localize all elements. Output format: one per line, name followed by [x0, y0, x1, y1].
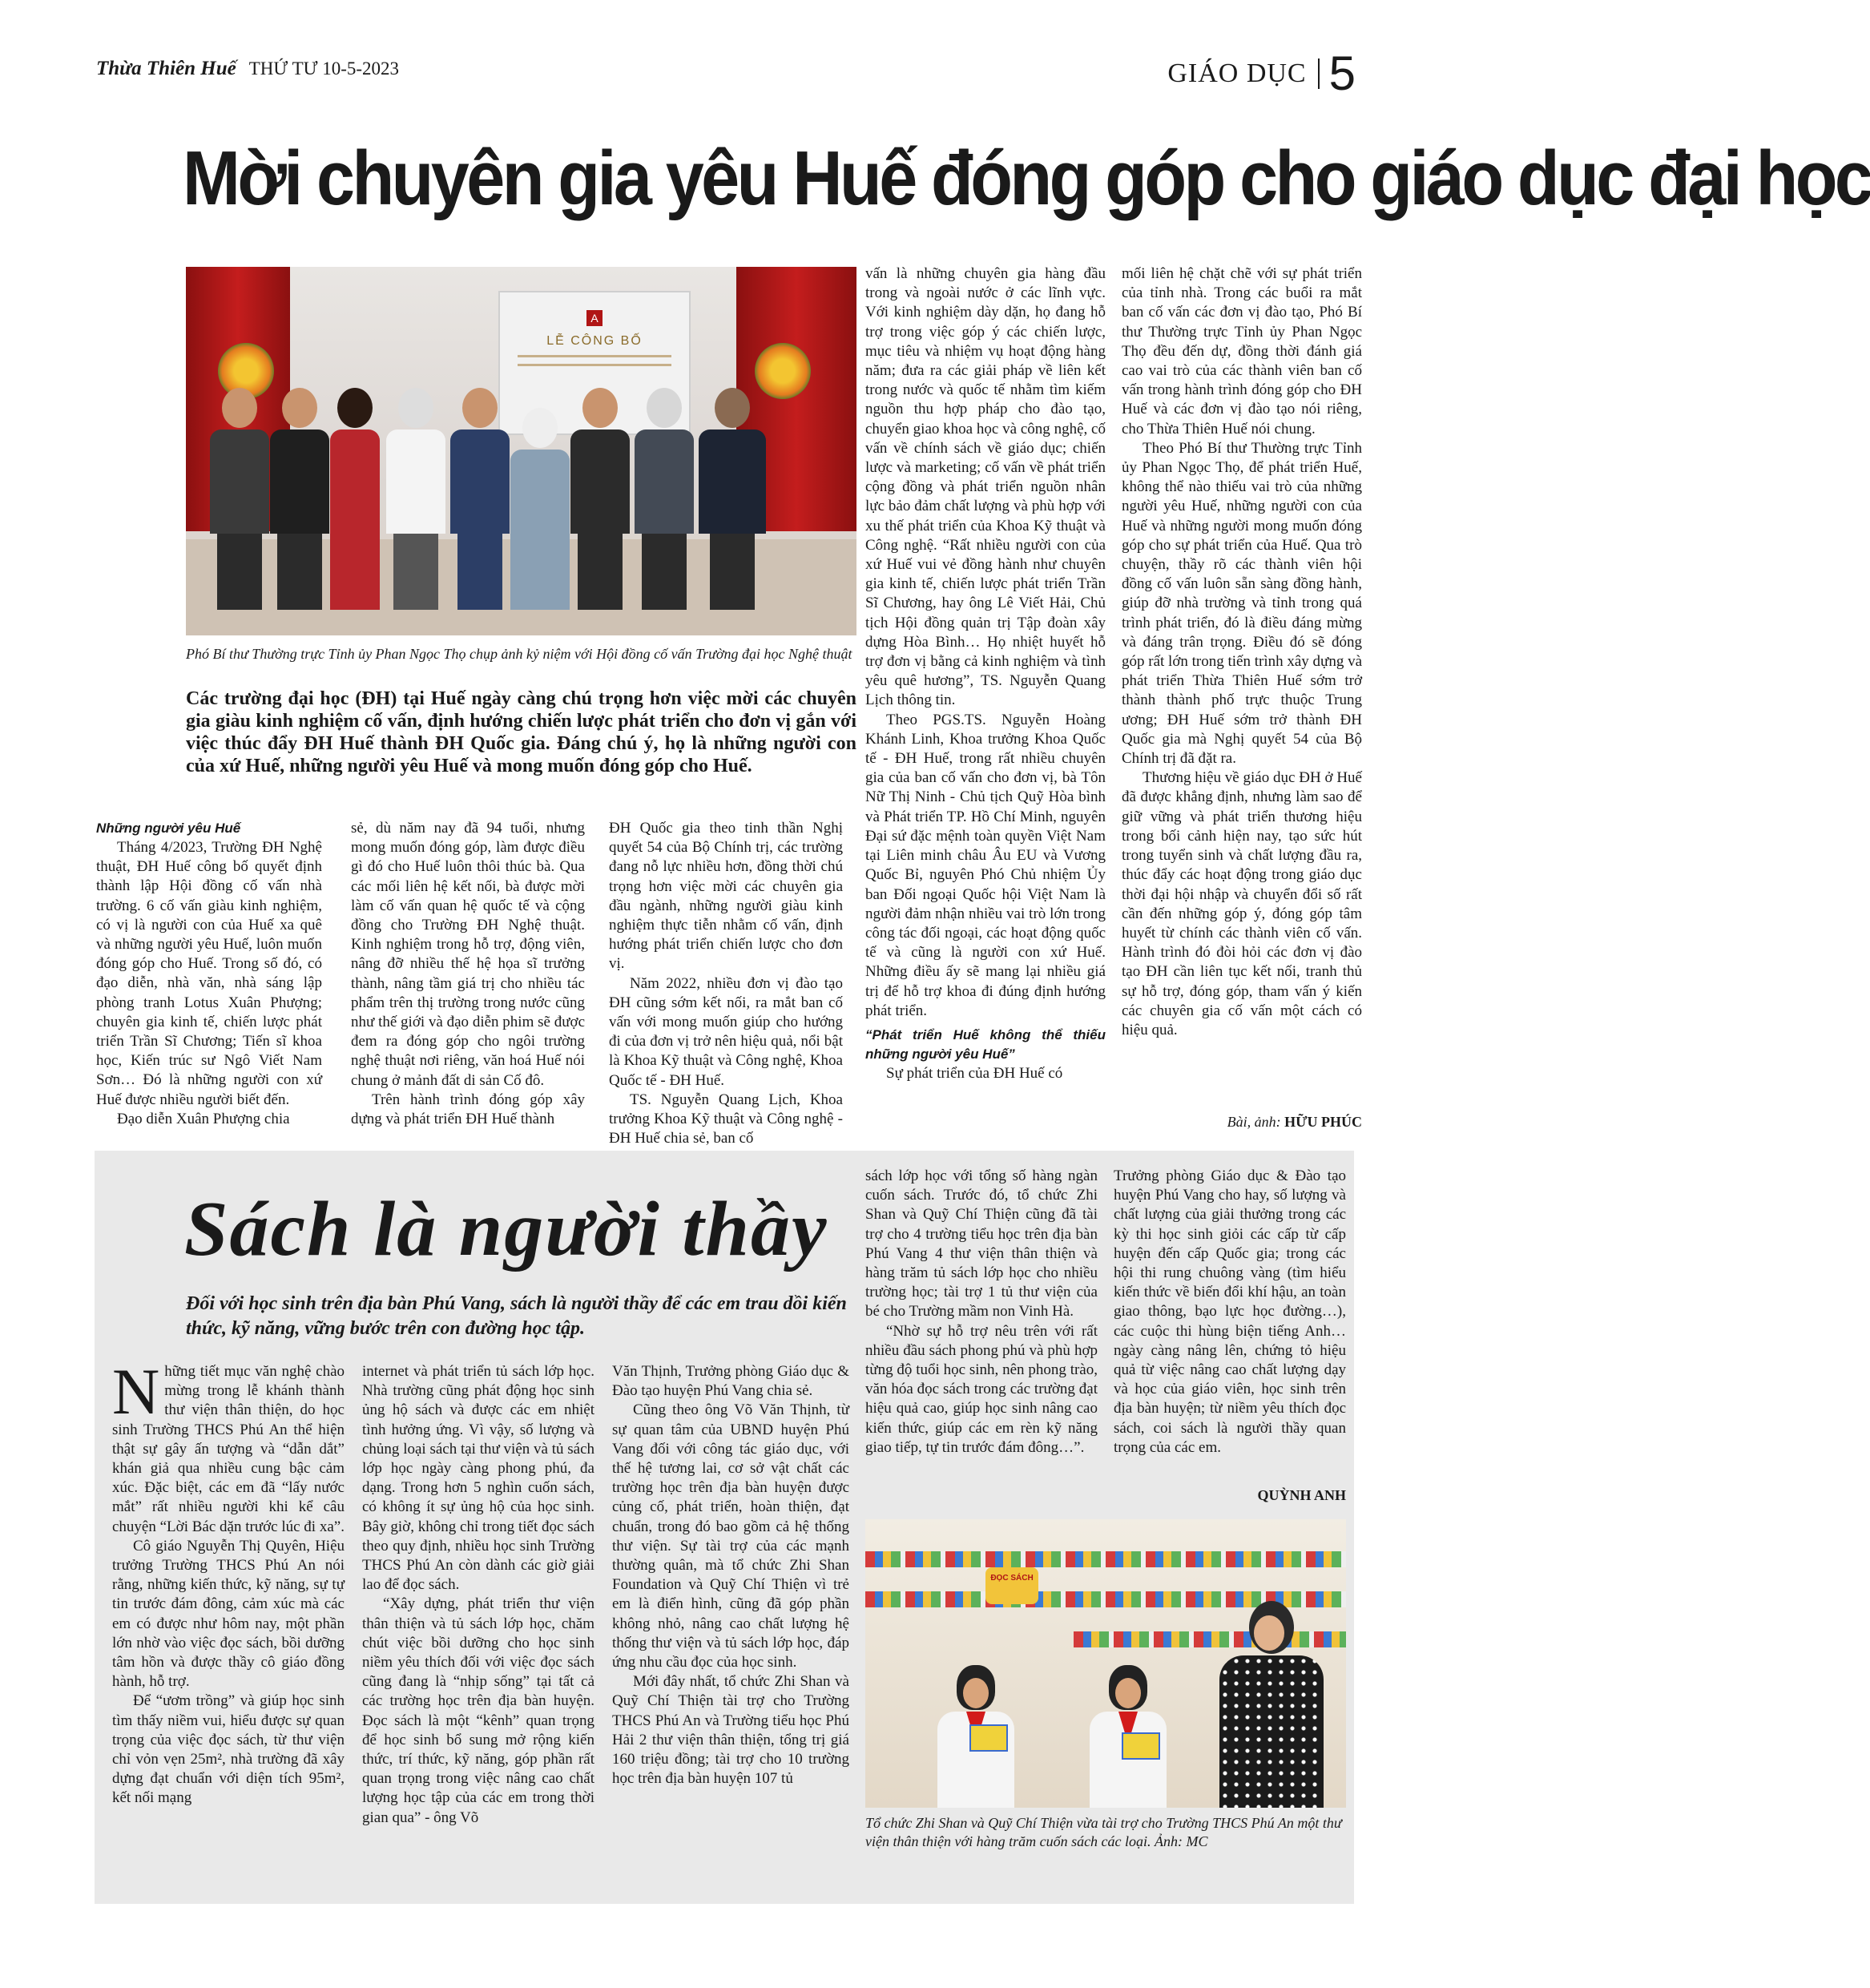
- article2-byline: QUỲNH ANH: [1257, 1487, 1346, 1503]
- section-name: GIÁO DỤC: [1167, 58, 1319, 89]
- poster-sticker: ĐỌC SÁCH: [985, 1567, 1038, 1604]
- article1-byline: [1122, 1114, 1362, 1131]
- article1-column-4: [865, 264, 1106, 1083]
- paragraph: Mới đây nhất, tổ chức Zhi Shan và Quỹ Chí Thiện tài trợ cho Trường THCS Phú An và Trường tiểu học Phú Hải 2 thư viện thân thiện, tổng trị giá 160 triệu đồng; tài trợ cho 10 trường học trên địa bàn huyện 107 tủ: [612, 1673, 849, 1788]
- paragraph: [112, 1355, 345, 1537]
- paragraph: Cô giáo Nguyễn Thị Quyên, Hiệu trưởng Trường THCS Phú An nói rằng, những kiến thức, kỹ năng, sự tự tin trước đám đông, cảm xúc mà các em có được như hôm nay, một phần lớn nhờ vào việc đọc sách, bồi dưỡng tâm hồn và được thầy cô giáo đồng hành, hỗ trợ.: [112, 1537, 345, 1691]
- article1-column-2: [351, 819, 585, 1129]
- paragraph-text: hững tiết mục văn nghệ chào mừng trong lễ khánh thành thư viện thân thiện, do học sinh Trường THCS Phú An thể hiện thật sự gây ấn tượng và “dẫn dắt” khán giả qua nhiều cung bậc cảm xúc. Đặc biệt, các em đã “lấy nước mắt” rất nhiều người khi kể câu chuyện “Lời Bác dặn trước lúc đi xa”.: [112, 1363, 345, 1535]
- book-icon: [969, 1724, 1008, 1752]
- masthead: [96, 58, 399, 80]
- paragraph: sách lớp học với tổng số hàng ngàn cuốn sách. Trước đó, tổ chức Zhi Shan và Quỹ Chí Thiện cũng đã tài trợ cho 4 trường tiểu học trên địa bàn Phú Vang 4 thư viện thân thiện và hàng trăm tủ sách lớp học cho nhiều trường học; tài trợ 1 tủ thư viện của bé cho Trường mầm non Vinh Hà.: [865, 1167, 1098, 1321]
- person-figure: [699, 388, 766, 610]
- person-figure: [270, 388, 329, 610]
- person-figure: [570, 388, 630, 610]
- section-header: [1167, 46, 1356, 100]
- paragraph: vấn là những chuyên gia hàng đầu trong và ngoài nước ở các lĩnh vực. Với kinh nghiệm dày dặn, họ đang hỗ trợ trong việc góp ý các chiến lược, mục tiêu và nhiệm vụ hoạt động hàng năm; đưa ra các giải pháp về liên kết trong nước và quốc tế nhằm tìm kiếm nguồn thu hợp pháp cho đào tạo, chuyển giao khoa học và công nghệ, cố vấn về chính sách về giáo dục; chiến lược và marketing; cố vấn về phát triển cộng đồng và phát triển nguồn nhân lực bảo đảm chất lượng và phù hợp với xu thế phát triển của Khoa Kỹ thuật và Công nghệ. “Rất nhiều người con của xứ Huế vui vẻ đồng hành như chuyên gia kinh tế, chiến lược phát triển Trần Sĩ Chương, hay ông Lê Viết Hải, Chủ tịch Hội đồng quản trị Tập đoàn xây dựng Hòa Bình… Họ nhiệt huyết hỗ trợ đơn vị bằng cả kinh nghiệm và tình yêu quê hương”, TS. Nguyễn Quang Lịch thông tin.: [865, 265, 1106, 709]
- paragraph: Theo PGS.TS. Nguyễn Hoàng Khánh Linh, Khoa trưởng Khoa Quốc tế - ĐH Huế, trong rất nhiều chuyên gia của ban cố vấn cho đơn vị, bà Tôn Nữ Thị Ninh - Chủ tịch Quỹ Hòa bình và Phát triển TP. Hồ Chí Minh, nguyên Đại sứ đặc mệnh toàn quyền Việt Nam tại Liên minh châu Âu EU và Vương Quốc Bỉ, nguyên Phó Chủ nhiệm Ủy ban Đối ngoại Quốc hội Việt Nam là người đảm nhận nhiều vai trò lớn trong công tác đối ngoại, các hoạt động quốc tế và cũng là người con xứ Huế. Những điều ấy sẽ mang lại nhiều giá trị để hỗ trợ khoa đi đúng định hướng phát triển.: [865, 711, 1106, 1019]
- article1-lead: Các trường đại học (ĐH) tại Huế ngày càng chú trọng hơn việc mời các chuyên gia giàu kinh nghiệm cố vấn, định hướng chiến lược phát triển cho đơn vị gắn với việc thúc đẩy ĐH Huế thành ĐH Quốc gia. Đáng chú ý, họ là những người con của xứ Huế, những người yêu Huế và mong muốn đóng góp cho Huế.: [186, 688, 856, 776]
- article1-subhead-1: Những người yêu Huế: [96, 821, 241, 836]
- paragraph: Trên hành trình đóng góp xây dựng và phát triển ĐH Huế thành: [351, 1091, 585, 1128]
- byline-label: Bài, ảnh:: [1227, 1114, 1281, 1130]
- person-figure: [330, 388, 380, 610]
- paragraph: Tháng 4/2023, Trường ĐH Nghệ thuật, ĐH Huế công bố quyết định thành lập Hội đồng cố vấn nhà trường. 6 cố vấn giàu kinh nghiệm, có vị là người con của Huế xa quê và những người yêu Huế, luôn muốn đóng góp cho Huế. Trong số đó, có đạo diễn, nhà văn, nhà sáng lập phòng tranh Lotus Xuân Phượng; chuyên gia kinh tế, chiến lược phát triển Trần Sĩ Chương; Tiến sĩ khoa học, Kiến trúc sư Ngô Viết Nam Sơn… Đó là những người con xứ Huế được nhiều người biết đến.: [96, 839, 322, 1108]
- article2-photo-caption: Tổ chức Zhi Shan và Quỹ Chí Thiện vừa tài trợ cho Trường THCS Phú An một thư viện thân thiện với hàng trăm cuốn sách các loại. Ảnh: MC: [865, 1815, 1342, 1849]
- paragraph: “Xây dựng, phát triển thư viện thân thiện và tủ sách lớp học, chăm chút việc bồi dưỡng cho học sinh niềm yêu thích đối với việc đọc sách cũng đang là “nhịp sống” tại tất cả các trường học trên địa bàn huyện. Đọc sách là một “kênh” quan trọng để học sinh bổ sung mở rộng kiến thức, trí thức, kỹ năng, góp phần rất quan trọng trong việc nâng cao chất lượng học tập của các em trong thời gian qua” - ông Võ: [362, 1595, 594, 1826]
- article1-subhead-2: “Phát triển Huế không thể thiếu những người yêu Huế”: [865, 1026, 1106, 1062]
- drop-cap: N: [112, 1355, 160, 1428]
- book-icon: [1122, 1732, 1160, 1760]
- person-figure: [210, 388, 269, 610]
- article2-column-1: [112, 1355, 345, 1809]
- paragraph: TS. Nguyễn Quang Lịch, Khoa trưởng Khoa Kỹ thuật và Công nghệ - ĐH Huế chia sẻ, ban cố: [609, 1091, 843, 1147]
- person-figure: [510, 408, 570, 610]
- paragraph: Theo Phó Bí thư Thường trực Tỉnh ủy Phan Ngọc Thọ, để phát triển Huế, không thể nào thiếu vai trò của những người yêu Huế, những người con của Huế và những người mong muốn đóng góp cho sự phát triển của Huế. Qua trò chuyện, thầy rõ các thành viên hội đồng cố vấn luôn sẵn sàng đồng hành, giúp đỡ nhà trường và tỉnh trong quá trình phát triển, đó là điều đáng mừng và đáng trân trọng. Điều đó sẽ đóng góp rất lớn trong tiến trình xây dựng và phát triển Thừa Thiên Huế sớm trở thành thành phố trực thuộc Trung ương; ĐH Huế sớm trở thành ĐH Quốc gia mà Nghị quyết 54 của Bộ Chính trị đã đặt ra.: [1122, 439, 1363, 768]
- article1-column-1: [96, 819, 322, 1129]
- paragraph: ĐH Quốc gia theo tinh thần Nghị quyết 54 của Bộ Chính trị, các trường đang nỗ lực nhiều hơn, đồng thời chú trọng hơn việc mời các chuyên gia đầu ngành, những người giàu kinh nghiệm thực tiễn nhằm cố vấn, định hướng phát triển chiến lược cho đơn vị.: [609, 820, 843, 973]
- teacher-figure: [1219, 1601, 1324, 1808]
- university-logo-icon: A: [586, 310, 603, 326]
- article1-photo-caption: Phó Bí thư Thường trực Tỉnh ủy Phan Ngọc Thọ chụp ảnh kỷ niệm với Hội đồng cố vấn Trường đại học Nghệ thuật: [186, 646, 852, 662]
- paragraph: Cũng theo ông Võ Văn Thịnh, từ sự quan tâm của UBND huyện Phú Vang đối với công tác giáo dục, với thế hệ tương lai, cơ sở vật chất các trường học trên địa bàn huyện được củng cố, phát triển, hoàn thiện, đạt chuẩn, trong đó bao gồm cả hệ thống thư viện. Sự tài trợ của các mạnh thường quân, mà tổ chức Zhi Shan Foundation và Quỹ Chí Thiện vì trẻ em là điển hình, cũng đã góp phần không nhỏ, nâng cao chất lượng hệ thống thư viện và tủ sách lớp học, đáp ứng nhu cầu đọc của học sinh.: [612, 1401, 849, 1671]
- paragraph: Trưởng phòng Giáo dục & Đào tạo huyện Phú Vang cho hay, số lượng và chất lượng của giải thưởng trong các kỳ thi học sinh giỏi các cấp từ cấp huyện đến cấp Quốc gia; trong các hội thi rung chuông vàng (tìm hiểu kiến thức về biến đổi khí hậu, an toàn giao thông, bạo lực học đường…), các cuộc thi hùng biện tiếng Anh… ngày càng nâng lên, chứng tỏ hiệu quả từ việc nâng cao chất lượng dạy và học của giáo viên, học sinh trên địa bàn huyện; từ niềm yêu thích đọc sách, coi sách là người thầy quan trọng của các em.: [1114, 1167, 1346, 1456]
- page-number: 5: [1328, 46, 1356, 100]
- bookshelf-row: [865, 1551, 1346, 1567]
- paragraph: mối liên hệ chặt chẽ với sự phát triển của tỉnh nhà. Trong các buổi ra mắt ban cố vấn các đơn vị đào tạo, Phó Bí thư Thường trực Tỉnh ủy Phan Ngọc Thọ đều đến dự, đồng thời đánh giá cao vai trò của các thành viên ban cố vấn trong hành trình đóng góp cho ĐH Huế và các đơn vị đào tạo nói riêng, cho Thừa Thiên Huế nói chung.: [1122, 265, 1362, 438]
- article2-lead: Đối với học sinh trên địa bàn Phú Vang, sách là người thầy để các em trau dồi kiến thức, kỹ năng, vững bước trên con đường học tập.: [186, 1293, 847, 1339]
- paragraph: Năm 2022, nhiều đơn vị đào tạo ĐH cũng sớm kết nối, ra mắt ban cố vấn với mong muốn giúp cho hướng đi của đơn vị trở nên hiệu quả, nổi bật là Khoa Kỹ thuật và Công nghệ, Khoa Quốc tế - ĐH Huế.: [609, 974, 843, 1089]
- paragraph: Đạo diễn Xuân Phượng chia: [117, 1110, 290, 1127]
- article2-headline: Sách là người thầy: [184, 1186, 828, 1272]
- paragraph: sẻ, dù năm nay đã 94 tuổi, nhưng mong muốn đóng góp, làm được điều gì đó cho Huế luôn thôi thúc bà. Qua các mối liên hệ kết nối, bà được mời làm cố vấn quan hệ quốc tế và cộng đồng cho Trường ĐH Nghệ thuật. Kinh nghiệm trong hỗ trợ, động viên, nâng đỡ nhiều thế hệ họa sĩ trưởng thành, nâng tầm giá trị cho nhiều tác phẩm trên thị trường trong nước cũng như thế giới và đạo diễn phim sẽ được đem ra đóng góp cho ngôi trường nghệ thuật nơi riêng, văn hoá Huế nói chung ở mảnh đất di sản Cố đô.: [351, 820, 585, 1089]
- paragraph: Sự phát triển của ĐH Huế có: [886, 1064, 1063, 1082]
- article1-photo: [186, 267, 856, 635]
- person-figure: [386, 388, 445, 610]
- paper-name: Thừa Thiên Huế: [96, 58, 236, 79]
- paragraph: Để “ươm trồng” và giúp học sinh tìm thấy niềm vui, hiểu được sự quan trọng của việc đọc sách, từ thư viện chỉ vỏn vẹn 25m², nhà trường đã xây dựng đạt chuẩn với diện tích 95m², kết nối mạng: [112, 1692, 345, 1807]
- article1-column-5: [1122, 264, 1362, 1040]
- issue-date: THỨ TƯ 10-5-2023: [248, 58, 400, 79]
- paragraph: internet và phát triển tủ sách lớp học. Nhà trường cũng phát động học sinh ủng hộ sách và được các em nhiệt tình hưởng ứng. Vì vậy, số lượng và chủng loại sách tại thư viện và tủ sách lớp học ngày càng phong phú, đa dạng. Trong hơn 5 nghìn cuốn sách, có không ít sự ủng hộ của học sinh. Bây giờ, không chỉ trong tiết đọc sách theo quy định, nhiều học sinh Trường THCS Phú An còn dành các giờ giải lao để đọc sách.: [362, 1363, 594, 1594]
- person-figure: [450, 388, 510, 610]
- paragraph: Văn Thịnh, Trưởng phòng Giáo dục & Đào tạo huyện Phú Vang chia sẻ.: [612, 1363, 849, 1400]
- byline-name: HỮU PHÚC: [1284, 1114, 1362, 1130]
- screen-title: LỄ CÔNG BỐ: [546, 334, 643, 348]
- article2-photo: [865, 1519, 1346, 1808]
- article2-column-4: [865, 1167, 1098, 1458]
- paragraph: “Nhờ sự hỗ trợ nêu trên với rất nhiều đầu sách phong phú và phù hợp từng độ tuổi học sinh, nên phong trào, văn hóa đọc sách trong các trường đạt hiệu quả cao, giúp học sinh nâng cao kiến thức, giúp các em rèn kỹ năng giao tiếp, tự tin trước đám đông…”.: [865, 1322, 1098, 1456]
- article2-column-5: [1114, 1167, 1346, 1458]
- article1-column-3: [609, 819, 843, 1148]
- article2-column-2: [362, 1362, 594, 1828]
- article1-headline: Mời chuyên gia yêu Huế đóng góp cho giáo dục đại học: [183, 135, 1870, 221]
- screen-text-line: [518, 355, 671, 357]
- person-figure: [635, 388, 694, 610]
- paragraph: Thương hiệu về giáo dục ĐH ở Huế đã được khẳng định, nhưng làm sao để giữ vững và phát triển thương hiệu trong bối cảnh hiện nay, tạo sức hút trong tuyển sinh và chất lượng đầu ra, thúc đẩy các hoạt động trong giáo dục thời đại hội nhập và chuyển đổi số rất cần đến những góp ý, đóng góp tâm huyết từ chính các thành viên cố vấn. Hành trình đó đòi hỏi các đơn vị đào tạo ĐH cần liên tục kết nối, tranh thủ sự hỗ trợ, đóng góp, tham vấn ý kiến các chuyên gia cố vấn một cách có hiệu quả.: [1122, 769, 1362, 1038]
- screen-text-line: [518, 364, 671, 366]
- article2-column-3: [612, 1362, 849, 1788]
